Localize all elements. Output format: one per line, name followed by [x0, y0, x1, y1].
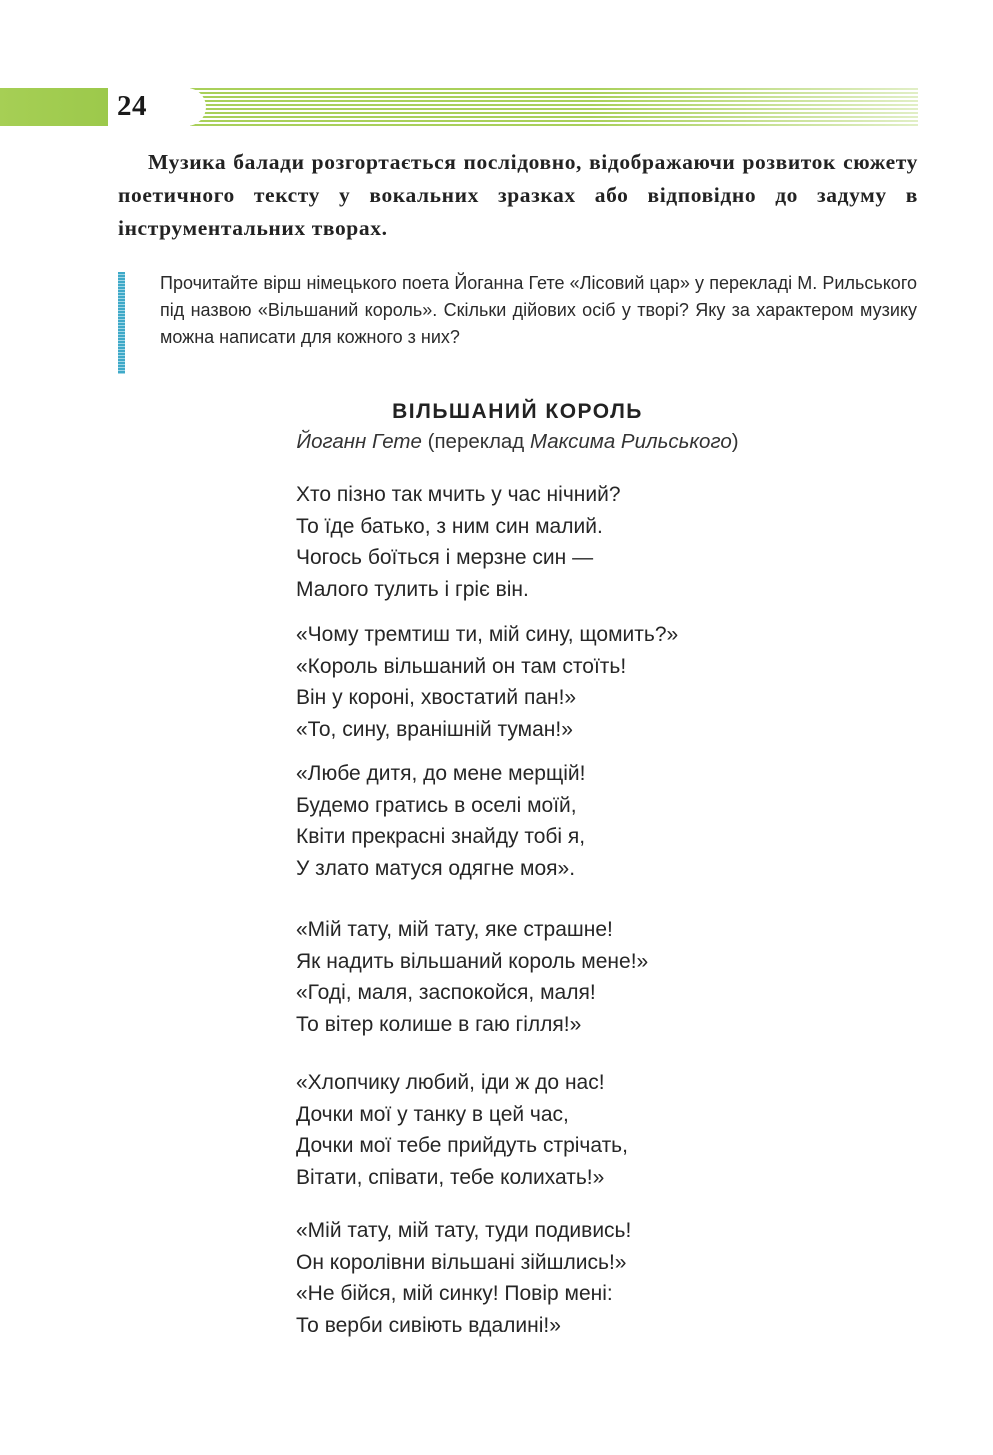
header-striped-lines: [190, 88, 918, 126]
poem-line: Як надить вільшаний король мене!»: [296, 949, 649, 973]
poem-line: «Король вільшаний он там стоїть!: [296, 654, 627, 678]
translation-suffix: ): [731, 430, 739, 453]
poem-line: «Мій тату, мій тату, туди подивись!: [296, 1219, 632, 1242]
page-number: 24: [117, 90, 147, 122]
poem-attribution: [0, 430, 993, 454]
stanza-6: [296, 1215, 856, 1341]
task-paragraph: Прочитайте вірш німецького поета Йоганна Гете «Лісовий цар» у перекладі М. Рильського під назвою «Вільшаний король». Скільки дійових осіб у творі? Яку за характером музику можна написати для кожного з них?: [160, 273, 917, 347]
poem-line: «Хлопчику любий, іди ж до нас!: [296, 1071, 605, 1094]
task-marker-bar: [118, 272, 125, 374]
stanza-2: [296, 619, 856, 745]
poem-line: «Мій тату, мій тату, яке страшне!: [296, 918, 613, 941]
intro-paragraph: Музика балади розгортається послідовно, відображаючи розвиток сюжету поетичного тексту у вокальних зразках або відповідно до задуму в інструментальних творах.: [118, 150, 918, 240]
poem-line: Дочки мої у танку в цей час,: [296, 1102, 569, 1126]
poem-line: Вітати, співати, тебе колихать!»: [296, 1165, 605, 1189]
poem-line: Он королівни вільшані зійшлись!»: [296, 1250, 627, 1274]
poem-translator: Максима Рильського: [529, 430, 732, 453]
poem-line: «То, сину, вранішній туман!»: [296, 717, 573, 741]
poem-line: Малого тулить і гріє він.: [296, 577, 529, 601]
poem-line: То верби сивіють вдалині!»: [296, 1313, 561, 1337]
poem-line: «Годі, маля, заспокойся, маля!: [296, 981, 596, 1004]
poem-line: Чогось боїться і мерзне син —: [296, 546, 594, 569]
poem-line: «Чому тремтиш ти, мій сину, щомить?»: [296, 623, 679, 646]
poem-line: Дочки мої тебе прийдуть стрічать,: [296, 1134, 628, 1157]
poem-line: У злато матуся одягне моя».: [296, 856, 576, 880]
poem-line: Він у короні, хвостатий пан!»: [296, 686, 577, 709]
stanza-5: [296, 1067, 856, 1193]
poem-line: «Не бійся, мій синку! Повір мені:: [296, 1282, 613, 1305]
poem-line: «Любе дитя, до мене мерщій!: [296, 762, 586, 785]
translation-prefix: (переклад: [421, 430, 530, 453]
poem-line: Хто пізно так мчить у час нічний?: [296, 483, 621, 506]
poem-line: Будемо гратись в оселі моїй,: [296, 793, 577, 817]
poem-line: То їде батько, з ним син малий.: [296, 514, 603, 538]
poem-author: Йоганн Гете: [296, 430, 422, 453]
header-green-bar: [0, 88, 120, 126]
poem-line: Квіти прекрасні знайду тобі я,: [296, 825, 586, 848]
poem-title: ВІЛЬШАНИЙ КОРОЛЬ: [392, 400, 643, 423]
stanza-3: [296, 758, 856, 884]
stanza-1: [296, 479, 856, 605]
stanza-4: [296, 914, 856, 1040]
poem-line: То вітер колише в гаю гілля!»: [296, 1012, 582, 1036]
